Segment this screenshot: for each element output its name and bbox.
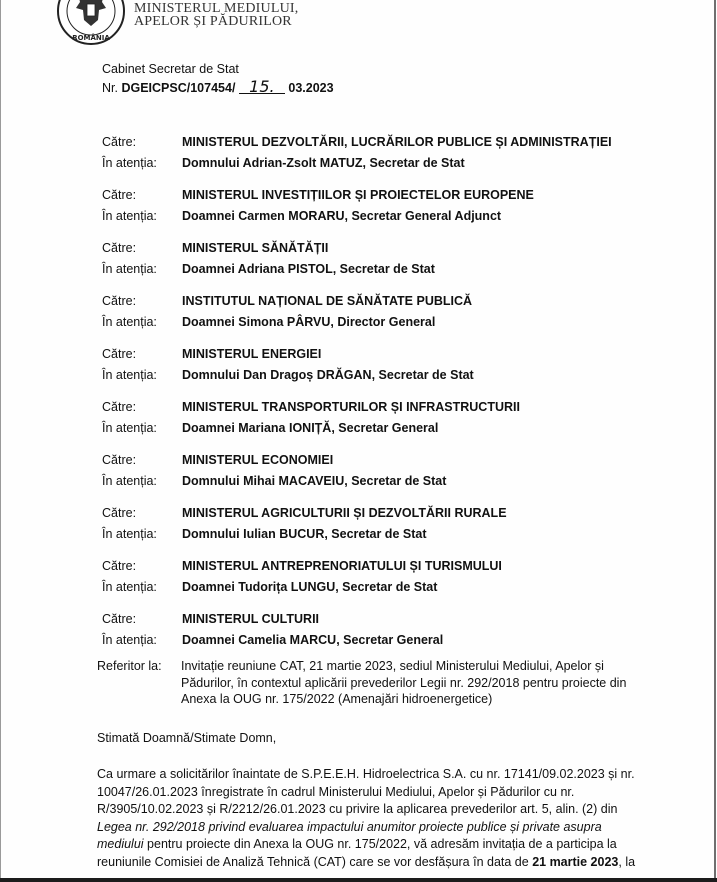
registration-day-handwritten: 15. — [239, 81, 285, 94]
cabinet-label: Cabinet Secretar de Stat — [102, 62, 239, 76]
recipient-person: Doamnei Simona PÂRVU, Director General — [182, 315, 436, 329]
recipient-to-row — [102, 185, 662, 206]
recipient-to-row — [102, 238, 662, 259]
law-title-italic-end: mediului — [97, 837, 144, 851]
reference-label: Referitor la: — [97, 659, 162, 673]
attention-label: În atenția: — [102, 474, 157, 488]
recipient-to-row — [102, 609, 662, 630]
attention-label: În atenția: — [102, 209, 157, 223]
recipient-institution: MINISTERUL ECONOMIEI — [182, 453, 334, 467]
coat-of-arms-seal-icon — [56, 0, 126, 46]
body-line-end: , la — [618, 854, 636, 869]
svg-text:ROMÂNIA: ROMÂNIA — [72, 34, 110, 42]
recipient-block — [102, 238, 662, 280]
recipient-to-row — [102, 291, 662, 312]
recipient-to-row — [102, 132, 662, 153]
recipient-attention-row — [102, 630, 662, 651]
recipient-person: Doamnei Mariana IONIȚĂ, Secretar General — [182, 421, 439, 435]
ministry-name-line2: APELOR ȘI PĂDURILOR — [134, 14, 292, 29]
recipient-attention-row — [102, 471, 662, 492]
recipient-institution: MINISTERUL TRANSPORTURILOR ȘI INFRASTRUCTURII — [182, 400, 520, 414]
recipient-block — [102, 185, 662, 227]
recipient-institution: MINISTERUL CULTURII — [182, 612, 320, 626]
recipient-institution: MINISTERUL ENERGIEI — [182, 347, 322, 361]
body-paragraph — [97, 766, 682, 871]
to-label: Către: — [102, 294, 137, 308]
reference-line: Pădurilor, în contextul aplicării prevederilor Legii nr. 292/2018 pentru proiecte din — [181, 675, 627, 690]
to-label: Către: — [102, 506, 137, 520]
recipient-attention-row — [102, 577, 662, 598]
body-line — [97, 836, 682, 854]
body-line-rest: pentru proiecte din Anexa la OUG nr. 175/2022, vă adresăm invitația de a participa la — [143, 837, 617, 851]
recipient-attention-row — [102, 312, 662, 333]
to-label: Către: — [102, 135, 137, 149]
recipient-institution: MINISTERUL SĂNĂTĂȚII — [182, 241, 329, 255]
recipient-person: Doamnei Tudorița LUNGU, Secretar de Stat — [182, 580, 438, 594]
recipient-institution: MINISTERUL INVESTIȚIILOR ȘI PROIECTELOR EUROPENE — [182, 188, 534, 202]
body-line: 10047/26.01.2023 înregistrate în cadrul Ministerului Mediului, Apelor și Pădurilor cu nr. — [97, 784, 575, 799]
recipient-block — [102, 397, 662, 439]
ministry-name-line1: MINISTERUL MEDIULUI, — [134, 1, 299, 16]
recipient-attention-row — [102, 259, 662, 280]
recipient-to-row — [102, 556, 662, 577]
recipient-person: Doamnei Camelia MARCU, Secretar General — [182, 633, 444, 647]
ministry-name — [134, 2, 298, 28]
attention-label: În atenția: — [102, 368, 157, 382]
to-label: Către: — [102, 188, 137, 202]
recipient-block — [102, 132, 662, 174]
recipient-attention-row — [102, 365, 662, 386]
attention-label: În atenția: — [102, 315, 157, 329]
recipient-block — [102, 556, 662, 598]
recipient-to-row — [102, 450, 662, 471]
recipient-person: Doamnei Carmen MORARU, Secretar General Adjunct — [182, 209, 502, 223]
recipient-attention-row — [102, 153, 662, 174]
attention-label: În atenția: — [102, 527, 157, 541]
attention-label: În atenția: — [102, 580, 157, 594]
registration-number — [102, 77, 334, 96]
body-line: R/3905/10.02.2023 și R/2212/26.01.2023 cu privire la aplicarea prevederilor art. 5, alin. (2) din — [97, 802, 618, 816]
registration-month-year: 03.2023 — [288, 81, 334, 95]
recipient-attention-row — [102, 418, 662, 439]
recipient-person: Domnului Mihai MACAVEIU, Secretar de Stat — [182, 474, 447, 488]
recipient-attention-row — [102, 206, 662, 227]
reference-text — [181, 658, 681, 708]
scan-edge-left — [0, 0, 1, 882]
to-label: Către: — [102, 612, 137, 626]
body-line — [97, 854, 682, 872]
recipient-person: Doamnei Adriana PISTOL, Secretar de Stat — [182, 262, 435, 276]
scan-edge-right — [714, 0, 716, 882]
recipient-block — [102, 291, 662, 333]
reference-line: Invitație reuniune CAT, 21 martie 2023, sediul Ministerului Mediului, Apelor și — [181, 659, 604, 673]
attention-label: În atenția: — [102, 262, 157, 276]
attention-label: În atenția: — [102, 156, 157, 170]
scan-edge-bottom — [0, 878, 717, 882]
body-line-start: reuniunile Comisiei de Analiză Tehnică (CAT) care se vor desfășura în data de — [97, 854, 533, 869]
meeting-date: 21 martie 2023 — [532, 854, 619, 869]
recipient-to-row — [102, 397, 662, 418]
reference-line: Anexa la OUG nr. 175/2022 (Amenajări hidroenergetice) — [181, 692, 493, 706]
to-label: Către: — [102, 453, 137, 467]
recipient-institution: MINISTERUL DEZVOLTĂRII, LUCRĂRILOR PUBLICE ȘI ADMINISTRAȚIEI — [182, 135, 612, 149]
body-line — [97, 819, 682, 837]
recipient-block — [102, 503, 662, 545]
recipient-block — [102, 450, 662, 492]
recipient-institution: MINISTERUL ANTREPRENORIATULUI ȘI TURISMULUI — [182, 559, 502, 573]
law-title-italic: Legea nr. 292/2018 privind evaluarea impactului anumitor proiecte publice și private asupra — [97, 819, 602, 834]
registration-code: DGEICPSC/107454/ — [121, 81, 236, 95]
recipient-attention-row — [102, 524, 662, 545]
body-line: Ca urmare a solicitărilor înaintate de S.P.E.E.H. Hidroelectrica S.A. cu nr. 17141/09.02.2023 și nr. — [97, 767, 635, 781]
to-label: Către: — [102, 241, 137, 255]
registration-label: Nr. — [102, 81, 118, 95]
to-label: Către: — [102, 559, 137, 573]
to-label: Către: — [102, 347, 137, 361]
recipient-to-row — [102, 503, 662, 524]
recipient-institution: MINISTERUL AGRICULTURII ȘI DEZVOLTĂRII RURALE — [182, 506, 507, 520]
recipient-person: Domnului Adrian-Zsolt MATUZ, Secretar de Stat — [182, 156, 465, 170]
attention-label: În atenția: — [102, 633, 157, 647]
to-label: Către: — [102, 400, 137, 414]
recipient-institution: INSTITUTUL NAȚIONAL DE SĂNĂTATE PUBLICĂ — [182, 294, 473, 308]
salutation: Stimată Doamnă/Stimate Domn, — [97, 731, 277, 745]
attention-label: În atenția: — [102, 421, 157, 435]
recipient-block — [102, 609, 662, 651]
recipient-person: Domnului Iulian BUCUR, Secretar de Stat — [182, 527, 427, 541]
recipient-to-row — [102, 344, 662, 365]
recipient-block — [102, 344, 662, 386]
recipient-person: Domnului Dan Dragoș DRĂGAN, Secretar de Stat — [182, 368, 474, 382]
